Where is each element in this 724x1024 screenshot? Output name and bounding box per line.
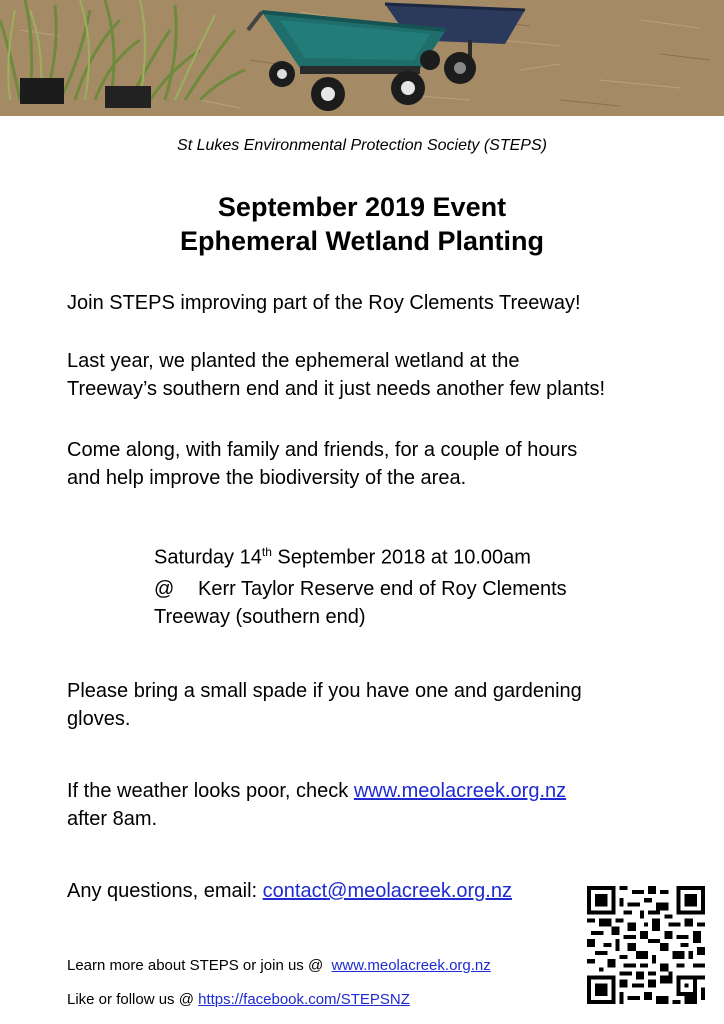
weather-prefix: If the weather looks poor, check: [67, 780, 354, 802]
bring-paragraph: [67, 677, 707, 733]
contact-email-link[interactable]: contact@meolacreek.org.nz: [262, 880, 512, 902]
come-along-line-1: Come along, with family and friends, for a couple of hours: [67, 439, 578, 461]
qr-code-icon[interactable]: [587, 886, 705, 1004]
intro-paragraph: [67, 289, 707, 317]
at-symbol: @: [154, 578, 175, 600]
footer-facebook-link[interactable]: https://facebook.com/STEPSNZ: [198, 991, 410, 1008]
last-year-line-2: Treeway’s southern end and it just needs another few plants!: [67, 378, 606, 400]
footer-follow-prefix: Like or follow us @: [67, 991, 199, 1008]
society-name: St Lukes Environmental Protection Society (STEPS): [177, 137, 547, 154]
event-date-rest: September 2018 at 10.00am: [271, 546, 531, 569]
intro-text: Join STEPS improving part of the Roy Clements Treeway!: [67, 292, 581, 314]
weather-website-link[interactable]: www.meolacreek.org.nz: [353, 780, 567, 802]
weather-paragraph: [67, 777, 707, 833]
questions-prefix: Any questions, email:: [67, 880, 263, 902]
weather-suffix: after 8am.: [67, 808, 158, 830]
event-location-line-2: Treeway (southern end): [154, 606, 366, 628]
bring-line-2: gloves.: [67, 708, 131, 730]
event-date-suffix: th: [261, 545, 272, 559]
wheelbarrow-photo-illustration: [0, 0, 724, 116]
event-subtitle: Ephemeral Wetland Planting: [179, 226, 545, 256]
footer-learn-prefix: Learn more about STEPS or join us @: [67, 957, 332, 974]
event-location: [154, 575, 674, 631]
footer-learn-more: [67, 956, 587, 976]
last-year-paragraph: [67, 347, 707, 403]
event-date: [154, 538, 674, 572]
footer-follow: [67, 990, 587, 1010]
event-location-line-1: Kerr Taylor Reserve end of Roy Clements: [198, 578, 567, 600]
come-along-paragraph: [67, 436, 707, 492]
event-title: September 2019 Event: [217, 192, 507, 222]
footer-website-link[interactable]: www.meolacreek.org.nz: [331, 957, 491, 974]
come-along-line-2: and help improve the biodiversity of the area.: [67, 467, 467, 489]
event-date-prefix: Saturday 14: [154, 546, 262, 569]
last-year-line-1: Last year, we planted the ephemeral wetland at the: [67, 350, 520, 372]
bring-line-1: Please bring a small spade if you have one and gardening: [67, 680, 582, 702]
hero-photo: [0, 0, 724, 116]
